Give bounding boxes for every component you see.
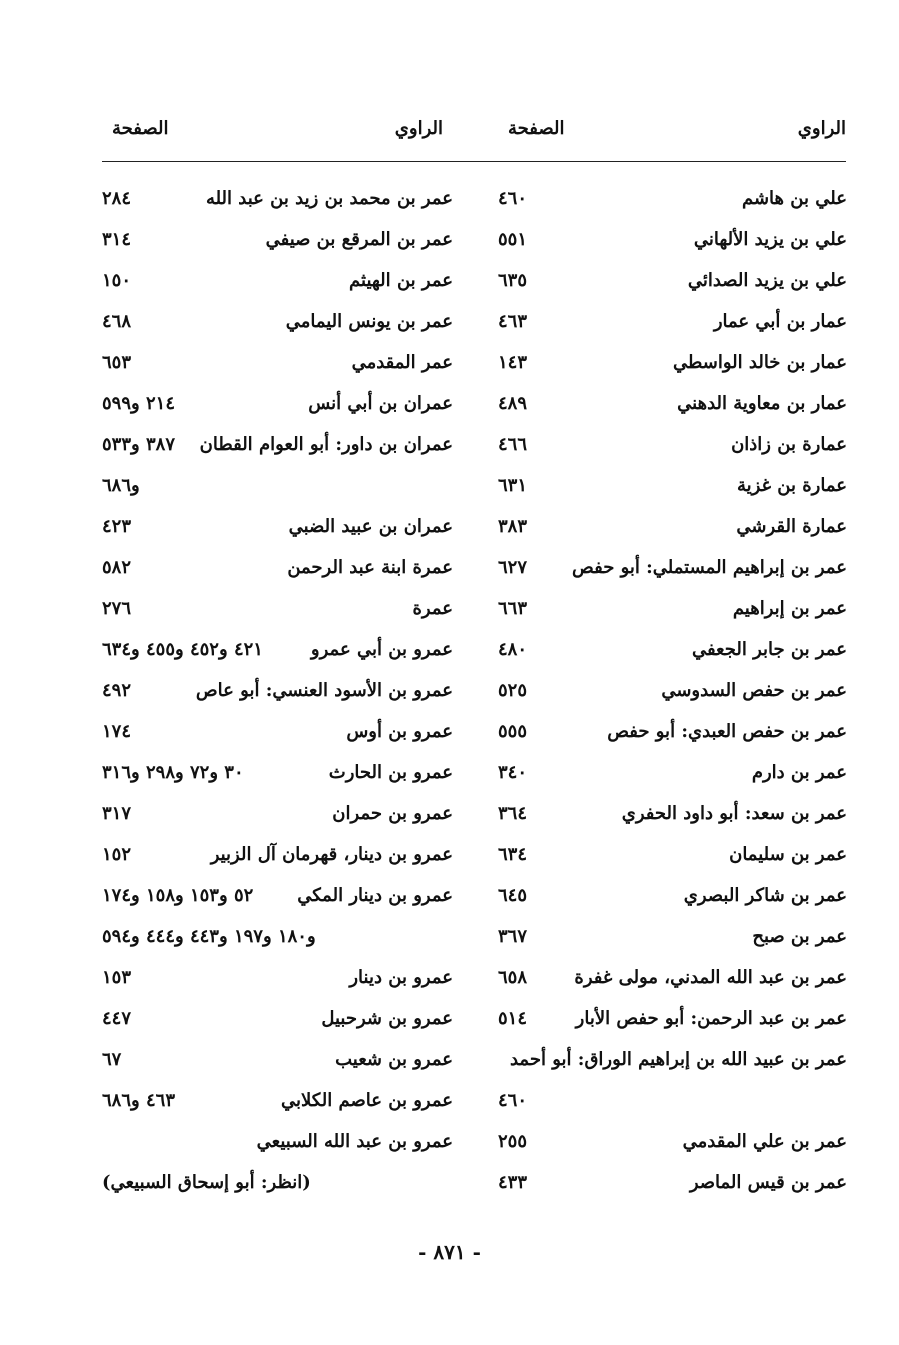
index-row <box>0 712 899 752</box>
right-narrator-name: عمر بن عبيد الله بن إبراهيم الوراق: أبو أحمد <box>509 1049 847 1070</box>
left-narrator-name: عمر بن يونس اليمامي <box>285 311 453 332</box>
right-narrator-name: علي بن هاشم <box>742 188 847 209</box>
index-row <box>0 220 899 260</box>
left-narrator-name: عمرو بن حمران <box>332 803 453 824</box>
right-page-number: ٤٦٠ <box>498 1090 528 1111</box>
right-page-number: ٦٣٤ <box>498 844 528 865</box>
right-page-number: ٤٨٠ <box>498 639 528 660</box>
left-page-number: ٤٢١ و٤٥٢ و٤٥٥ و٦٣٤ <box>102 639 263 660</box>
right-page-number: ٤٦٠ <box>498 188 528 209</box>
right-page-number: ٤٣٣ <box>498 1172 528 1193</box>
right-page-number: ٥٥١ <box>498 229 528 250</box>
left-page-number: ٢٨٤ <box>102 188 132 209</box>
right-narrator-name: عمر بن إبراهيم المستملي: أبو حفص <box>572 557 847 578</box>
left-page-number: ٤٤٧ <box>102 1008 132 1029</box>
right-narrator-name: عمر بن شاكر البصري <box>683 885 847 906</box>
index-row <box>0 1040 899 1080</box>
left-narrator-name: عمر بن المرقع بن صيفي <box>265 229 453 250</box>
right-page-number: ٦٣٥ <box>498 270 528 291</box>
right-narrator-name: علي بن يزيد الألهاني <box>693 229 847 250</box>
left-page-number: ١٥٠ <box>102 270 132 291</box>
left-narrator-name: عمرو بن دينار، قهرمان آل الزبير <box>210 844 453 865</box>
right-narrator-name: عمارة بن زاذان <box>731 434 847 455</box>
right-narrator-name: عمر بن عبد الله المدني، مولى غفرة <box>574 967 847 988</box>
left-narrator-name: عمر بن الهيثم <box>349 270 453 291</box>
right-narrator-name: عمر بن جابر الجعفي <box>691 639 847 660</box>
index-row <box>0 425 899 465</box>
left-narrator-name: عمران بن عبيد الضبي <box>288 516 453 537</box>
right-narrator-name: عمر بن حفص السدوسي <box>661 680 847 701</box>
right-page-number: ٣٦٤ <box>498 803 528 824</box>
index-row <box>0 261 899 301</box>
left-page-number: و٦٨٦ <box>102 475 140 496</box>
right-narrator-name: عمر بن دارم <box>751 762 847 783</box>
left-page-number: ٦٧ <box>102 1049 122 1070</box>
index-row <box>0 466 899 506</box>
left-page-number: (انظر: أبو إسحاق السبيعي) <box>102 1172 311 1193</box>
right-narrator-name: عمر بن قيس الماصر <box>689 1172 847 1193</box>
index-row <box>0 794 899 834</box>
index-row <box>0 876 899 916</box>
left-narrator-name: عمر بن محمد بن زيد بن عبد الله <box>205 188 453 209</box>
left-narrator-name: عمرو بن دينار <box>349 967 453 988</box>
header-rule <box>102 161 846 162</box>
right-page-number: ٣٨٣ <box>498 516 528 537</box>
index-row <box>0 835 899 875</box>
right-page-number: ٤٦٦ <box>498 434 528 455</box>
left-narrator-name: عمرو بن الحارث <box>328 762 453 783</box>
index-row <box>0 753 899 793</box>
right-page-number: ٦٤٥ <box>498 885 528 906</box>
right-page-number: ٦٥٨ <box>498 967 528 988</box>
right-narrator-name: عمر بن سعد: أبو داود الحفري <box>621 803 847 824</box>
right-narrator-name: عمارة القرشي <box>736 516 847 537</box>
left-page-number: ٣٠ و٧٢ و٢٩٨ و٣١٦ <box>102 762 244 783</box>
left-narrator-name: عمران بن داور: أبو العوام القطان <box>199 434 453 455</box>
right-page-number: ٤٨٩ <box>498 393 528 414</box>
left-narrator-name: عمرو بن شعيب <box>335 1049 453 1070</box>
right-narrator-name: علي بن يزيد الصدائي <box>687 270 847 291</box>
left-page-number: و١٨٠ و١٩٧ و٤٤٣ و٤٤٤ و٥٩٤ <box>102 926 316 947</box>
right-page-number: ٤٦٣ <box>498 311 528 332</box>
left-page-number: ٤٦٨ <box>102 311 132 332</box>
index-row <box>0 343 899 383</box>
page-number: - ٨٧١ - <box>418 1240 481 1264</box>
right-page-number: ٥٢٥ <box>498 680 528 701</box>
left-page-number: ٢١٤ و٥٩٩ <box>102 393 175 414</box>
left-narrator-name: عمرة <box>412 598 453 619</box>
right-narrator-name: عمر بن سليمان <box>729 844 847 865</box>
left-page-number: ١٧٤ <box>102 721 132 742</box>
left-page-number: ١٥٢ <box>102 844 132 865</box>
index-row <box>0 179 899 219</box>
right-page-number: ٥٥٥ <box>498 721 528 742</box>
left-page-number: ٥٢ و١٥٣ و١٥٨ و١٧٤ <box>102 885 254 906</box>
left-narrator-name: عمران بن أبي أنس <box>308 393 453 414</box>
right-narrator-name: عمر بن صبح <box>752 926 847 947</box>
index-row <box>0 630 899 670</box>
header-left-page: الصفحة <box>112 118 169 139</box>
left-narrator-name: عمرو بن شرحبيل <box>321 1008 453 1029</box>
right-narrator-name: عمار بن أبي عمار <box>713 311 847 332</box>
right-page-number: ٦٣١ <box>498 475 528 496</box>
index-row <box>0 507 899 547</box>
left-page-number: ٢٧٦ <box>102 598 132 619</box>
index-row <box>0 384 899 424</box>
right-page-number: ٦٢٧ <box>498 557 528 578</box>
right-page-number: ٣٤٠ <box>498 762 528 783</box>
left-page-number: ٣١٤ <box>102 229 132 250</box>
left-narrator-name: عمرو بن دينار المكي <box>297 885 453 906</box>
left-page-number: ٤٦٣ و٦٨٦ <box>102 1090 175 1111</box>
left-narrator-name: عمرة ابنة عبد الرحمن <box>287 557 453 578</box>
index-row <box>0 999 899 1039</box>
left-page-number: ٥٨٢ <box>102 557 132 578</box>
right-page-number: ٣٦٧ <box>498 926 528 947</box>
left-narrator-name: عمرو بن أوس <box>346 721 453 742</box>
left-narrator-name: عمرو بن عبد الله السبيعي <box>256 1131 453 1152</box>
right-narrator-name: عمر بن إبراهيم <box>732 598 847 619</box>
right-narrator-name: عمار بن معاوية الدهني <box>677 393 847 414</box>
left-page-number: ٣١٧ <box>102 803 132 824</box>
right-narrator-name: عمارة بن غزية <box>736 475 847 496</box>
right-page-number: ٢٥٥ <box>498 1131 528 1152</box>
index-row <box>0 1122 899 1162</box>
left-narrator-name: عمرو بن عاصم الكلابي <box>281 1090 453 1111</box>
left-page-number: ٦٥٣ <box>102 352 132 373</box>
index-row <box>0 1081 899 1121</box>
right-page-number: ٥١٤ <box>498 1008 528 1029</box>
left-narrator-name: عمرو بن الأسود العنسي: أبو عاص <box>195 680 453 701</box>
right-page-number: ١٤٣ <box>498 352 528 373</box>
left-narrator-name: عمر المقدمي <box>351 352 453 373</box>
left-page-number: ٤٩٢ <box>102 680 132 701</box>
index-row <box>0 671 899 711</box>
left-page-number: ٣٨٧ و٥٣٣ <box>102 434 175 455</box>
header-left-narrator: الراوي <box>394 118 443 139</box>
index-row <box>0 548 899 588</box>
left-page-number: ١٥٣ <box>102 967 132 988</box>
right-narrator-name: عمار بن خالد الواسطي <box>672 352 847 373</box>
index-row <box>0 589 899 629</box>
header-right-page: الصفحة <box>508 118 565 139</box>
index-row <box>0 1163 899 1203</box>
header-right-narrator: الراوي <box>797 118 846 139</box>
left-narrator-name: عمرو بن أبي عمرو <box>310 639 453 660</box>
index-row <box>0 958 899 998</box>
left-page-number: ٤٢٣ <box>102 516 132 537</box>
right-page-number: ٦٦٣ <box>498 598 528 619</box>
right-narrator-name: عمر بن حفص العبدي: أبو حفص <box>607 721 847 742</box>
right-narrator-name: عمر بن عبد الرحمن: أبو حفص الأبار <box>575 1008 847 1029</box>
right-narrator-name: عمر بن علي المقدمي <box>682 1131 847 1152</box>
index-row <box>0 917 899 957</box>
index-row <box>0 302 899 342</box>
